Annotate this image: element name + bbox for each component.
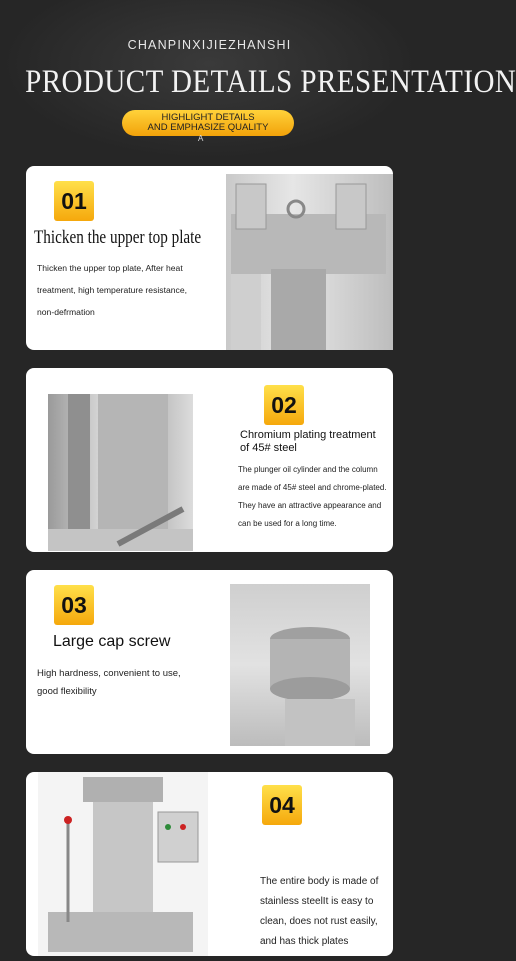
detail-card-4 — [26, 772, 393, 956]
card-number-badge: 01 — [54, 181, 94, 221]
card-description: Thicken the upper top plate, After heat treatment, high temperature resistance, non-defrmation — [37, 263, 187, 317]
highlight-pill-text: HIGHLIGHT DETAILS AND EMPHASIZE QUALITY — [147, 112, 269, 133]
column-cylinder-illustration — [48, 394, 193, 551]
section-subtitle: CHANPINXIJIEZHANSHI — [127, 38, 292, 52]
cap-screw-photo — [230, 584, 370, 746]
card-title: Chromium plating treatment of 45# steel — [240, 429, 376, 454]
detail-card-3 — [26, 570, 393, 754]
detail-card-1 — [26, 166, 393, 350]
card-description: High hardness, convenient to use, good flexibility — [37, 668, 181, 697]
oil-press-machine-illustration — [38, 772, 208, 956]
upper-plate-photo — [226, 174, 393, 350]
card-description: The entire body is made of stainless steelIt is easy to clean, does not rust easily, and has thick plates — [260, 876, 379, 947]
cap-screw-illustration — [230, 584, 370, 746]
card-description: The plunger oil cylinder and the column are made of 45# steel and chrome-plated. They have an attractive appearance and can be used for a long time. — [238, 465, 387, 528]
card-number-badge: 04 — [262, 785, 302, 825]
chrome-column-photo — [48, 394, 193, 551]
full-machine-photo — [38, 772, 208, 956]
pill-tail-letter: A — [198, 134, 204, 143]
card-number-badge: 03 — [54, 585, 94, 625]
card-title: Thicken the upper top plate — [34, 227, 202, 248]
card-title: Large cap screw — [53, 633, 171, 650]
section-headline: PRODUCT DETAILS PRESENTATION — [25, 64, 516, 100]
oil-press-top-illustration — [226, 174, 393, 350]
detail-card-2 — [26, 368, 393, 552]
highlight-pill — [122, 110, 294, 136]
card-number-badge: 02 — [264, 385, 304, 425]
